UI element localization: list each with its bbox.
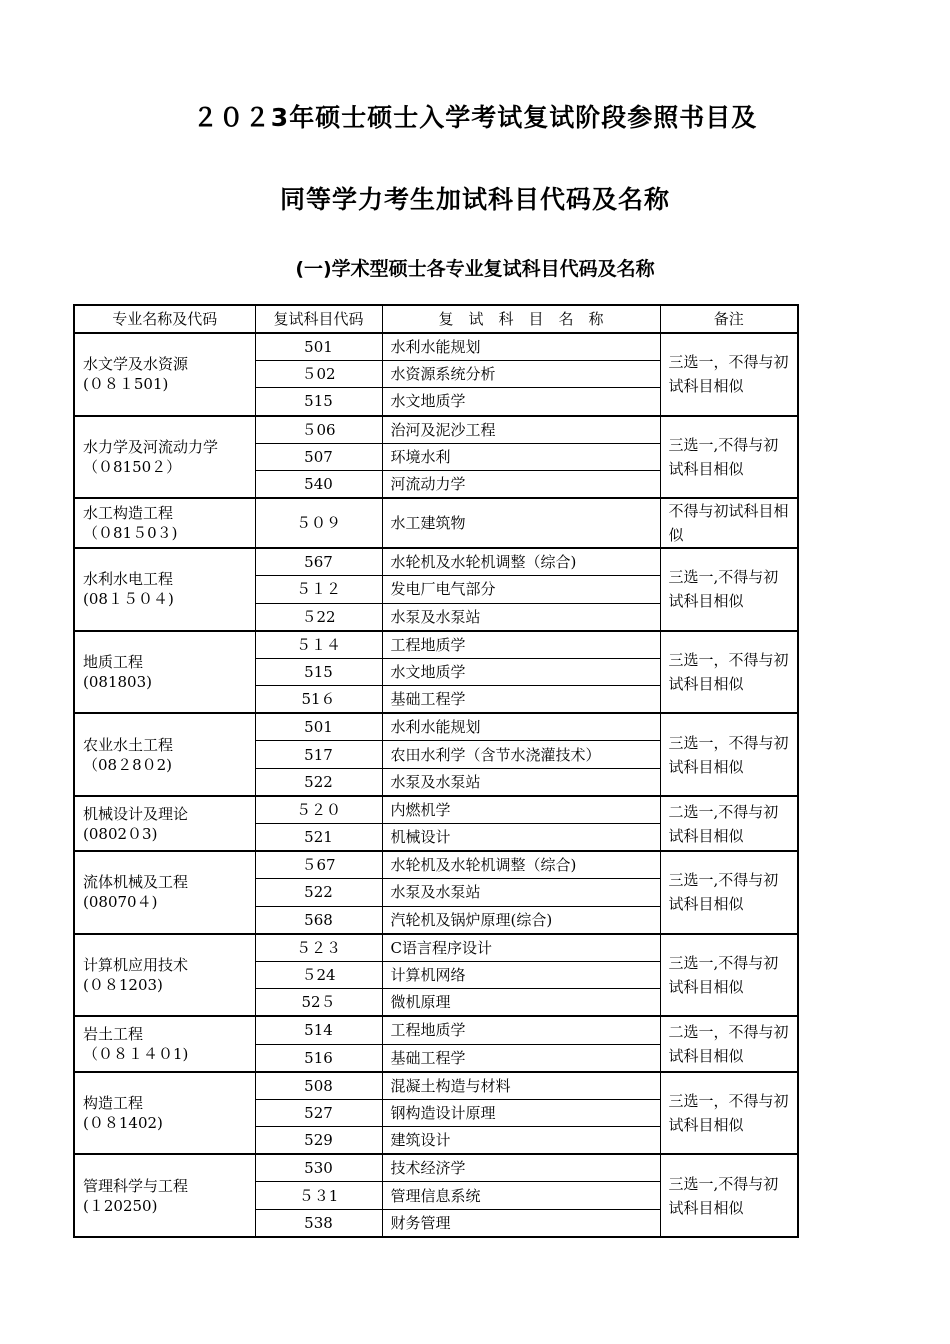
subject-code: 501 xyxy=(255,713,382,741)
major-group xyxy=(74,713,798,796)
table-row xyxy=(74,1016,798,1044)
note-cell: 三选一，不得与初试科目相似 xyxy=(660,333,798,416)
note-cell: 三选一,不得与初试科目相似 xyxy=(660,1154,798,1237)
subject-code: 514 xyxy=(255,1016,382,1044)
subject-code: 515 xyxy=(255,658,382,685)
subject-name: 水轮机及水轮机调整（综合) xyxy=(382,851,660,879)
subject-code: 515 xyxy=(255,388,382,416)
major-code: (08１５０４) xyxy=(83,590,174,609)
subject-code: 521 xyxy=(255,824,382,852)
major-code: (08070４) xyxy=(83,893,158,912)
subject-name: C语言程序设计 xyxy=(382,934,660,962)
header-subject-name: 复 试 科 目 名 称 xyxy=(382,305,660,333)
subject-code: 529 xyxy=(255,1127,382,1155)
table-row xyxy=(74,713,798,741)
subject-name: 计算机网络 xyxy=(382,961,660,988)
note-cell: 三选一,不得与初试科目相似 xyxy=(660,416,798,499)
major-group xyxy=(74,1016,798,1071)
subject-code: 517 xyxy=(255,741,382,768)
subject-name: 管理信息系统 xyxy=(382,1182,660,1209)
subject-name: 治河及泥沙工程 xyxy=(382,416,660,444)
major-code: (081803) xyxy=(83,672,152,691)
major-code: （０8150２） xyxy=(83,457,182,476)
subject-name: 河流动力学 xyxy=(382,470,660,498)
subject-code: 52５ xyxy=(255,989,382,1017)
subject-code: 527 xyxy=(255,1099,382,1126)
major-code: (０８1203) xyxy=(83,976,163,995)
subject-name: 工程地质学 xyxy=(382,1016,660,1044)
major-code: (0802０3) xyxy=(83,824,158,843)
subject-name: 水资源系统分析 xyxy=(382,361,660,388)
subject-code: ５３1 xyxy=(255,1182,382,1209)
subject-name: 混凝土构造与材料 xyxy=(382,1072,660,1100)
subject-code: 522 xyxy=(255,768,382,796)
table-row xyxy=(74,548,798,576)
subject-name: 技术经济学 xyxy=(382,1154,660,1182)
table-row xyxy=(74,333,798,361)
major-group xyxy=(74,416,798,499)
major-code: （08２8０2) xyxy=(83,755,173,774)
subject-code: ５24 xyxy=(255,961,382,988)
subject-code: ５67 xyxy=(255,851,382,879)
subject-name: 汽轮机及锅炉原理(综合) xyxy=(382,906,660,934)
table-row xyxy=(74,631,798,659)
subject-name: 水利水能规划 xyxy=(382,333,660,361)
note-cell: 三选一,不得与初试科目相似 xyxy=(660,851,798,934)
subject-code: ５２０ xyxy=(255,796,382,824)
major-name: 流体机械及工程 xyxy=(83,873,189,892)
subject-code: 501 xyxy=(255,333,382,361)
major-group xyxy=(74,1154,798,1237)
major-code: (０８1402) xyxy=(83,1113,163,1132)
subject-name: 水泵及水泵站 xyxy=(382,879,660,906)
table-header-row xyxy=(74,305,798,333)
table-row xyxy=(74,1072,798,1100)
note-cell: 三选一，不得与初试科目相似 xyxy=(660,631,798,714)
table-row xyxy=(74,416,798,444)
major-group xyxy=(74,333,798,416)
subject-name: 水文地质学 xyxy=(382,658,660,685)
subject-code: ５１４ xyxy=(255,631,382,659)
major-cell xyxy=(74,333,255,416)
subject-name: 建筑设计 xyxy=(382,1127,660,1155)
major-name: 管理科学与工程 xyxy=(83,1176,189,1195)
major-cell xyxy=(74,548,255,631)
major-name: 地质工程 xyxy=(83,652,144,671)
major-group xyxy=(74,796,798,851)
subject-code: 540 xyxy=(255,470,382,498)
subject-name: 财务管理 xyxy=(382,1209,660,1237)
note-cell: 不得与初试科目相似 xyxy=(660,498,798,548)
subject-name: 发电厂电气部分 xyxy=(382,576,660,603)
subject-name: 水泵及水泵站 xyxy=(382,768,660,796)
subject-name: 农田水利学（含节水浇灌技术） xyxy=(382,741,660,768)
subject-code: 507 xyxy=(255,443,382,470)
major-name: 农业水土工程 xyxy=(83,735,174,754)
major-group xyxy=(74,631,798,714)
major-code: （０81５0３) xyxy=(83,524,178,543)
major-cell xyxy=(74,934,255,1017)
note-cell: 三选一,不得与初试科目相似 xyxy=(660,548,798,631)
major-group xyxy=(74,934,798,1017)
header-subject-code: 复试科目代码 xyxy=(255,305,382,333)
major-name: 水利水电工程 xyxy=(83,570,174,589)
major-cell xyxy=(74,1072,255,1155)
note-cell: 二选一，不得与初试科目相似 xyxy=(660,1016,798,1071)
major-cell xyxy=(74,416,255,499)
major-code: (１20250) xyxy=(83,1196,158,1215)
subject-code: 508 xyxy=(255,1072,382,1100)
subject-code: 538 xyxy=(255,1209,382,1237)
subject-name: 钢构造设计原理 xyxy=(382,1099,660,1126)
major-name: 机械设计及理论 xyxy=(83,804,189,823)
subject-name: 水轮机及水轮机调整（综合) xyxy=(382,548,660,576)
major-name: 构造工程 xyxy=(83,1093,144,1112)
subject-code: 522 xyxy=(255,879,382,906)
major-name: 水文学及水资源 xyxy=(83,355,189,374)
table-row xyxy=(74,498,798,548)
note-cell: 三选一，不得与初试科目相似 xyxy=(660,1072,798,1155)
major-cell xyxy=(74,631,255,714)
table-row xyxy=(74,934,798,962)
major-code: （０８１４０1) xyxy=(83,1045,189,1063)
major-group xyxy=(74,548,798,631)
subjects-table xyxy=(73,304,799,1238)
subject-name: 微机原理 xyxy=(382,989,660,1017)
subject-name: 水工建筑物 xyxy=(382,498,660,548)
table-row xyxy=(74,851,798,879)
subject-code: 516 xyxy=(255,1044,382,1072)
subject-code: ５１２ xyxy=(255,576,382,603)
subject-name: 水利水能规划 xyxy=(382,713,660,741)
subject-name: 基础工程学 xyxy=(382,686,660,714)
subject-code: ５06 xyxy=(255,416,382,444)
major-group xyxy=(74,851,798,934)
subject-code: 530 xyxy=(255,1154,382,1182)
subject-name: 基础工程学 xyxy=(382,1044,660,1072)
major-code: (０８１501) xyxy=(83,375,169,394)
subject-code: 568 xyxy=(255,906,382,934)
major-cell xyxy=(74,1154,255,1237)
table-row xyxy=(74,1154,798,1182)
major-cell xyxy=(74,796,255,851)
major-cell xyxy=(74,1016,255,1071)
header-major: 专业名称及代码 xyxy=(74,305,255,333)
major-name: 水力学及河流动力学 xyxy=(83,437,219,456)
section-subtitle: (一)学术型硕士各专业复试科目代码及名称 xyxy=(295,258,655,280)
subject-code: ５０９ xyxy=(255,498,382,548)
major-cell xyxy=(74,713,255,796)
table-row xyxy=(74,796,798,824)
subject-name: 工程地质学 xyxy=(382,631,660,659)
note-cell: 二选一,不得与初试科目相似 xyxy=(660,796,798,851)
subject-code: 51６ xyxy=(255,686,382,714)
major-cell xyxy=(74,498,255,548)
note-cell: 三选一,不得与初试科目相似 xyxy=(660,934,798,1017)
major-name: 水工构造工程 xyxy=(83,504,174,523)
major-cell xyxy=(74,851,255,934)
note-cell: 三选一，不得与初试科目相似 xyxy=(660,713,798,796)
subject-name: 水泵及水泵站 xyxy=(382,603,660,631)
subject-code: ５２３ xyxy=(255,934,382,962)
page-title-line2: 同等学力考生加试科目代码及名称 xyxy=(279,185,670,214)
subject-code: ５02 xyxy=(255,361,382,388)
subject-name: 内燃机学 xyxy=(382,796,660,824)
major-name: 岩土工程 xyxy=(83,1025,144,1043)
major-group xyxy=(74,498,798,548)
subject-name: 机械设计 xyxy=(382,824,660,852)
subject-code: ５22 xyxy=(255,603,382,631)
subject-name: 环境水利 xyxy=(382,443,660,470)
major-name: 计算机应用技术 xyxy=(83,956,189,975)
subject-code: 567 xyxy=(255,548,382,576)
header-note: 备注 xyxy=(660,305,798,333)
subject-name: 水文地质学 xyxy=(382,388,660,416)
page-title-line1: ２０２3年硕士硕士入学考试复试阶段参照书目及 xyxy=(192,103,758,132)
major-group xyxy=(74,1072,798,1155)
